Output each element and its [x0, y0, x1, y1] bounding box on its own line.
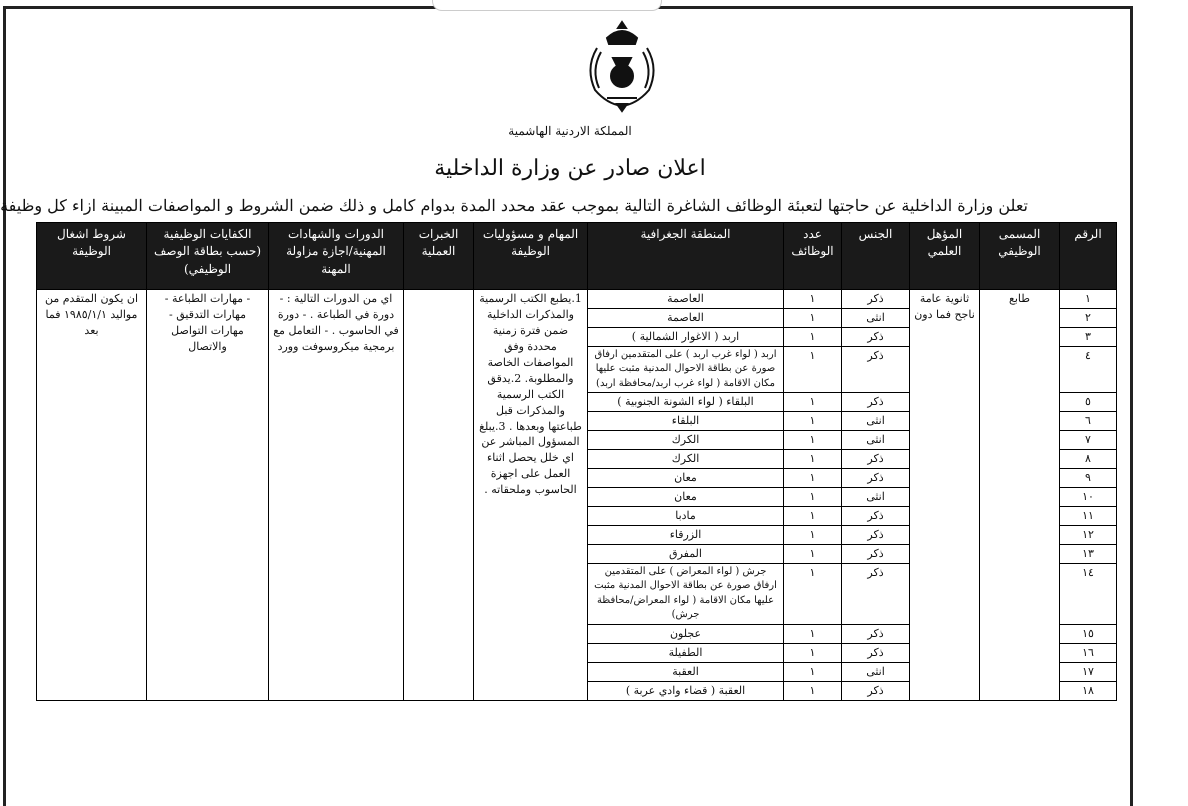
vacancies-table [36, 222, 1117, 701]
gender-cell: ذكر [842, 506, 910, 525]
header-vacancies: عدد الوظائف [784, 223, 842, 290]
header-number: الرقم [1060, 223, 1117, 290]
region-cell: العاصمة [588, 290, 784, 309]
row-number: ٤ [1060, 346, 1117, 393]
gender-cell: انثى [842, 488, 910, 507]
gender-cell: انثى [842, 308, 910, 327]
row-number: ١٧ [1060, 662, 1117, 681]
vacancy-count-cell: ١ [784, 525, 842, 544]
gender-cell: ذكر [842, 327, 910, 346]
vacancy-count-cell: ١ [784, 431, 842, 450]
vacancy-count-cell: ١ [784, 308, 842, 327]
row-number: ٢ [1060, 308, 1117, 327]
table-row [37, 290, 1117, 309]
region-cell: مادبا [588, 506, 784, 525]
vacancy-count-cell: ١ [784, 662, 842, 681]
header-job-title: المسمى الوظيفي [980, 223, 1060, 290]
region-cell: البلقاء [588, 412, 784, 431]
header-courses: الدورات والشهادات المهنية/اجازة مزاولة المهنة [269, 223, 404, 290]
row-number: ١٥ [1060, 624, 1117, 643]
conditions-cell: ان يكون المتقدم من مواليد ١٩٨٥/١/١ فما بعد [37, 290, 147, 701]
job-title-cell: طابع [980, 290, 1060, 701]
vacancy-count-cell: ١ [784, 290, 842, 309]
row-number: ١٢ [1060, 525, 1117, 544]
duties-cell: 1.يطبع الكتب الرسمية والمذكرات الداخلية ضمن فترة زمنية محددة وفق المواصفات الخاصة والمطلوبة. 2.يدقق الكتب الرسمية والمذكرات قبل طباعتها وبعدها . 3.يبلغ المسؤول المباشر عن اي خلل يحصل اثناء العمل على اجهزة الحاسوب وملحقاته . [474, 290, 588, 701]
region-cell: العقبة [588, 662, 784, 681]
gender-cell: ذكر [842, 525, 910, 544]
row-number: ١٦ [1060, 643, 1117, 662]
region-cell: العاصمة [588, 308, 784, 327]
region-cell: الكرك [588, 450, 784, 469]
row-number: ٥ [1060, 393, 1117, 412]
header-conditions: شروط اشغال الوظيفة [37, 223, 147, 290]
region-cell: البلقاء ( لواء الشونة الجنوبية ) [588, 393, 784, 412]
gender-cell: ذكر [842, 290, 910, 309]
row-number: ١٠ [1060, 488, 1117, 507]
header-experience: الخبرات العملية [404, 223, 474, 290]
courses-cell: اي من الدورات التالية : - دورة في الطباعة . - دورة في الحاسوب . - التعامل مع برمجية ميكروسوفت وورد [269, 290, 404, 701]
header-duties: المهام و مسؤوليات الوظيفة [474, 223, 588, 290]
row-number: ١٣ [1060, 544, 1117, 563]
gender-cell: انثى [842, 431, 910, 450]
vacancy-count-cell: ١ [784, 506, 842, 525]
region-cell: المفرق [588, 544, 784, 563]
row-number: ٨ [1060, 450, 1117, 469]
row-number: ١١ [1060, 506, 1117, 525]
gender-cell: ذكر [842, 469, 910, 488]
row-number: ٧ [1060, 431, 1117, 450]
qualification-cell: ثانوية عامة ناجح فما دون [910, 290, 980, 701]
gender-cell: انثى [842, 662, 910, 681]
gender-cell: ذكر [842, 624, 910, 643]
gender-cell: انثى [842, 412, 910, 431]
vacancy-count-cell: ١ [784, 624, 842, 643]
vacancy-count-cell: ١ [784, 643, 842, 662]
gender-cell: ذكر [842, 544, 910, 563]
region-cell: العقبة ( قضاء وادي عربة ) [588, 681, 784, 700]
vacancy-count-cell: ١ [784, 393, 842, 412]
vacancy-count-cell: ١ [784, 469, 842, 488]
gender-cell: ذكر [842, 393, 910, 412]
region-cell: اربد ( الاغوار الشمالية ) [588, 327, 784, 346]
region-cell: الزرقاء [588, 525, 784, 544]
row-number: ٣ [1060, 327, 1117, 346]
vacancy-count-cell: ١ [784, 563, 842, 624]
region-cell: الطفيلة [588, 643, 784, 662]
vacancy-count-cell: ١ [784, 450, 842, 469]
vacancy-count-cell: ١ [784, 327, 842, 346]
vacancy-count-cell: ١ [784, 412, 842, 431]
header-gender: الجنس [842, 223, 910, 290]
region-cell: عجلون [588, 624, 784, 643]
row-number: ١٤ [1060, 563, 1117, 624]
region-cell: معان [588, 469, 784, 488]
row-number: ٦ [1060, 412, 1117, 431]
viewer-tab-notch [432, 0, 662, 11]
vacancy-count-cell: ١ [784, 681, 842, 700]
region-cell: اربد ( لواء غرب اربد ) على المتقدمين ارفاق صورة عن بطاقة الاحوال المدنية مثبت عليها مكان الاقامة ( لواء غرب اربد/محافظة اربد) [588, 346, 784, 393]
region-cell: جرش ( لواء المعراض ) على المتقدمين ارفاق صورة عن بطاقة الاحوال المدنية مثبت عليها مكان الاقامة ( لواء المعراض/محافظة جرش) [588, 563, 784, 624]
gender-cell: ذكر [842, 450, 910, 469]
announcement-title: اعلان صادر عن وزارة الداخلية [434, 156, 706, 181]
competencies-cell: - مهارات الطباعة - مهارات التدقيق - مهارات التواصل والاتصال [147, 290, 269, 701]
row-number: ١ [1060, 290, 1117, 309]
header-competencies: الكفايات الوظيفية (حسب بطاقة الوصف الوظيفي) [147, 223, 269, 290]
row-number: ١٨ [1060, 681, 1117, 700]
gender-cell: ذكر [842, 563, 910, 624]
vacancy-count-cell: ١ [784, 488, 842, 507]
vacancy-count-cell: ١ [784, 544, 842, 563]
experience-cell [404, 290, 474, 701]
coat-of-arms-emblem [577, 18, 667, 113]
header-region: المنطقة الجغرافية [588, 223, 784, 290]
table-header-row [37, 223, 1117, 290]
gender-cell: ذكر [842, 681, 910, 700]
region-cell: معان [588, 488, 784, 507]
vacancy-count-cell: ١ [784, 346, 842, 393]
row-number: ٩ [1060, 469, 1117, 488]
announcement-intro: تعلن وزارة الداخلية عن حاجتها لتعبئة الوظائف الشاغرة التالية بموجب عقد محدد المدة بدوام كامل و ذلك ضمن الشروط و المواصفات المبينة ازاء كل وظيفة [0, 196, 1028, 215]
kingdom-name: المملكة الاردنية الهاشمية [508, 124, 632, 138]
region-cell: الكرك [588, 431, 784, 450]
gender-cell: ذكر [842, 346, 910, 393]
header-qualification: المؤهل العلمي [910, 223, 980, 290]
gender-cell: ذكر [842, 643, 910, 662]
